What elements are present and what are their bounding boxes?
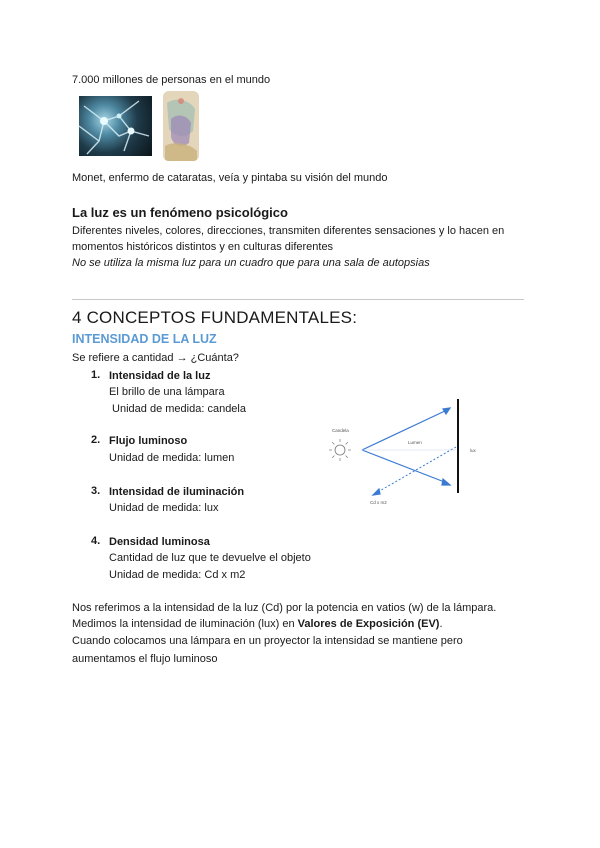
list-item-2-title: Flujo luminoso: [109, 435, 188, 447]
monet-painting-image: [163, 91, 199, 161]
list-number-1: 1.: [91, 369, 101, 381]
diagram-label-lumen: Lumen: [408, 440, 422, 445]
lower-ray-head: [442, 479, 450, 485]
list-item-1-line-2: Unidad de medida: candela: [109, 403, 246, 415]
upper-ray: [362, 410, 447, 450]
closing-line-3: Cuando colocamos una lámpara en un proyector la intensidad se mantiene pero: [72, 635, 463, 647]
monet-text: Monet, enfermo de cataratas, veía y pintaba su visión del mundo: [72, 172, 388, 184]
closing-line-2-pre: Medimos la intensidad de iluminación (lux) en: [72, 618, 298, 630]
closing-line-1: Nos referimos a la intensidad de la luz (Cd) por la potencia en vatios (w) de la lámpara.: [72, 602, 497, 614]
list-item-4-line-1: Cantidad de luz que te devuelve el objeto: [109, 552, 311, 564]
list-item-4-line-2: Unidad de medida: Cd x m2: [109, 569, 246, 581]
intensity-subheading: INTENSIDAD DE LA LUZ: [72, 332, 217, 346]
sun-icon: [329, 439, 351, 461]
reflected-ray: [376, 447, 456, 493]
list-item-2-line-1: Unidad de medida: lumen: [109, 452, 235, 464]
closing-line-2-post: .: [439, 618, 443, 630]
light-psych-italic-note: No se utiliza la misma luz para un cuadro que para una sala de autopsias: [72, 257, 430, 269]
light-psych-line-1: Diferentes niveles, colores, direcciones, transmiten diferentes sensaciones y lo hacen en: [72, 225, 505, 237]
diagram-label-reflect: Cd x m2: [370, 500, 387, 505]
list-item-4-title: Densidad luminosa: [109, 536, 210, 548]
list-number-2: 2.: [91, 434, 101, 446]
section-divider: [72, 299, 524, 300]
closing-line-4: aumentamos el flujo luminoso: [72, 653, 218, 665]
upper-ray-head: [443, 408, 450, 414]
diagram-label-lux: lux: [470, 448, 476, 453]
light-psych-heading: La luz es un fenómeno psicológico: [72, 205, 288, 220]
list-number-4: 4.: [91, 535, 101, 547]
reflected-ray-head: [373, 489, 380, 495]
light-diagram: [322, 395, 492, 510]
list-number-3: 3.: [91, 485, 101, 497]
light-psych-line-2: momentos históricos distintos y en culturas diferentes: [72, 241, 334, 253]
closing-line-2-bold: Valores de Exposición (EV): [297, 618, 440, 630]
list-item-1-title: Intensidad de la luz: [109, 370, 211, 382]
closing-line-2: [72, 617, 443, 631]
lower-ray: [362, 450, 447, 483]
population-text: 7.000 millones de personas en el mundo: [72, 74, 271, 86]
neurons-image: [79, 96, 152, 156]
refers-to-text: Se refiere a cantidad → ¿Cuánta?: [72, 352, 239, 364]
light-diagram-svg: [322, 395, 492, 510]
list-item-1-line-1: El brillo de una lámpara: [109, 386, 225, 398]
list-item-3-title: Intensidad de iluminación: [109, 486, 245, 498]
diagram-label-candela: Candela: [332, 428, 349, 433]
concepts-heading: 4 CONCEPTOS FUNDAMENTALES:: [72, 308, 358, 327]
list-item-3-line-1: Unidad de medida: lux: [109, 502, 219, 514]
